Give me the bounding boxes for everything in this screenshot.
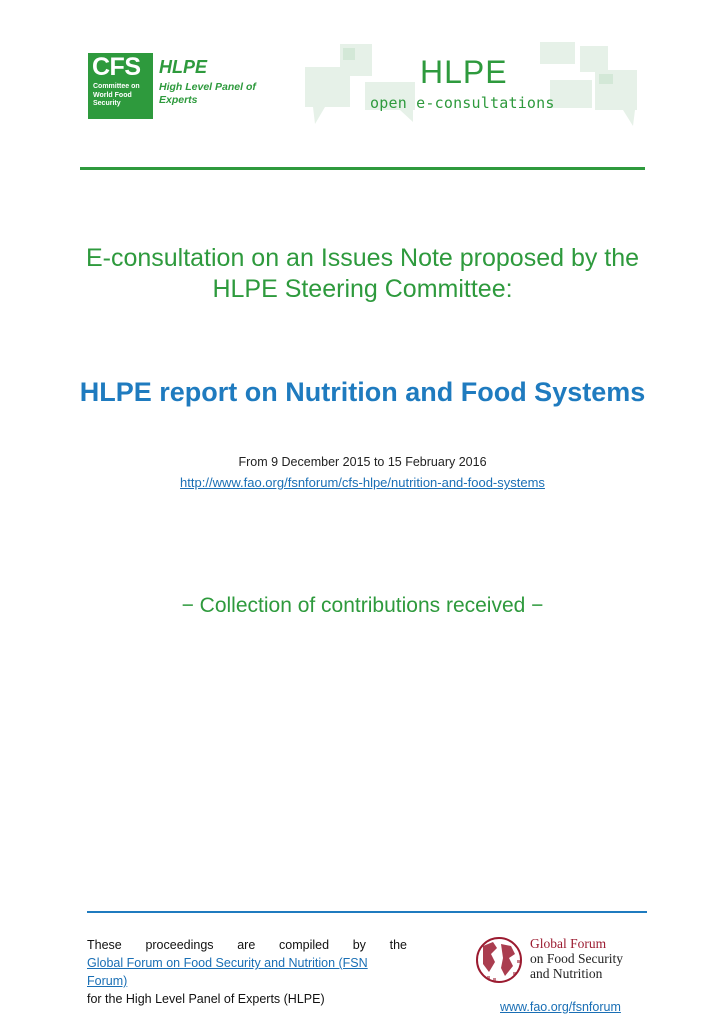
consultation-url-link[interactable]: http://www.fao.org/fsnforum/cfs-hlpe/nutrition-and-food-systems bbox=[180, 475, 545, 490]
footer-divider bbox=[87, 911, 647, 913]
hlpe-logo-title: HLPE bbox=[159, 57, 208, 77]
footer-statement bbox=[87, 936, 407, 1008]
footer-line-1 bbox=[87, 936, 407, 954]
footer-word: These bbox=[87, 938, 122, 952]
consultation-dates: From 9 December 2015 to 15 February 2016 bbox=[238, 455, 487, 469]
footer-word: the bbox=[389, 938, 407, 952]
hlpe-logo-subtitle: High Level Panel of Experts bbox=[159, 81, 256, 106]
footer-word: compiled bbox=[279, 938, 330, 952]
cfs-full-name: Committee on World Food Security bbox=[93, 83, 140, 107]
fsn-forum-url-link[interactable]: www.fao.org/fsnforum bbox=[500, 1000, 621, 1014]
report-title: HLPE report on Nutrition and Food Systems bbox=[79, 377, 646, 407]
fsn-logo-line3: and Nutrition bbox=[530, 966, 603, 981]
fsn-forum-link[interactable]: Global Forum on Food Security and Nutrition (FSN Forum) bbox=[87, 956, 368, 988]
footer-word: are bbox=[237, 938, 256, 952]
header-divider bbox=[80, 167, 645, 170]
footer-word: by bbox=[352, 938, 366, 952]
footer-word: proceedings bbox=[145, 938, 214, 952]
cfs-logo bbox=[88, 53, 153, 119]
footer-line-3: for the High Level Panel of Experts (HLPE) bbox=[87, 992, 325, 1006]
fsn-logo-line2: on Food Security bbox=[530, 951, 623, 966]
cfs-acronym: CFS bbox=[92, 53, 141, 81]
collection-subtitle: − Collection of contributions received − bbox=[181, 594, 544, 617]
consultation-heading: E-consultation on an Issues Note proposed by the HLPE Steering Committee: bbox=[85, 244, 640, 303]
fsn-logo-text bbox=[530, 936, 623, 981]
econsult-logo-title: HLPE bbox=[420, 54, 508, 90]
globe-map-icon bbox=[473, 932, 525, 988]
econsult-logo-subtitle: open e-consultations bbox=[370, 94, 555, 112]
fsn-logo-line1: Global Forum bbox=[530, 936, 607, 951]
